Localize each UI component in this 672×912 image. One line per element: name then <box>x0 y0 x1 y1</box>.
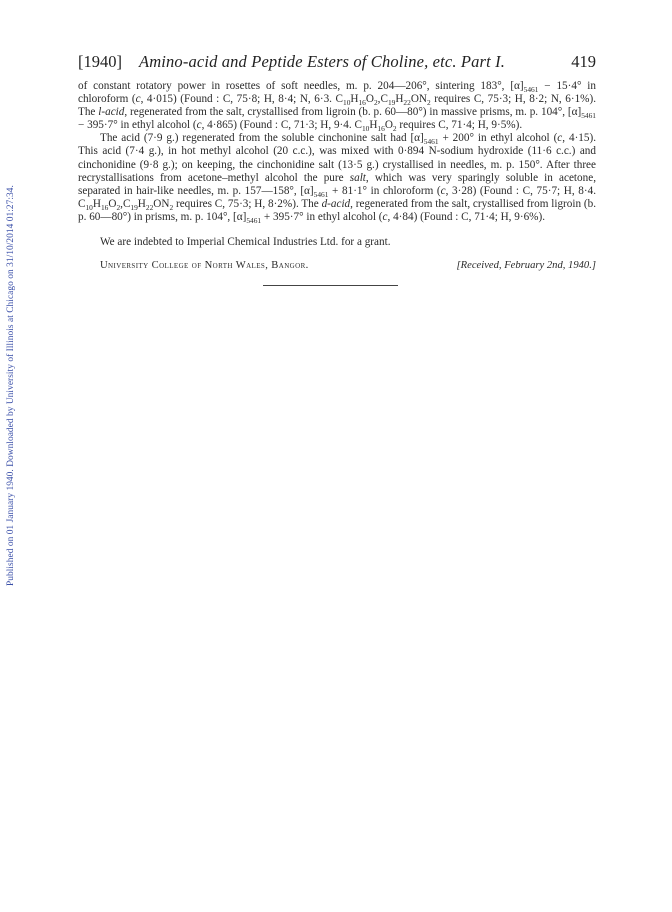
text-run: , 4·865) (Found : C, 71·3; H, 9·4. C <box>201 119 362 132</box>
paragraph <box>78 80 596 132</box>
text-run: + 81·1° in chloroform ( <box>328 184 441 197</box>
text-run: ,C <box>377 93 388 106</box>
text-run: , which was very sparingly soluble in acetone, separated in hair-like needles, m. p. 157—158°, [α] <box>78 171 596 197</box>
subscript: 10 <box>343 98 351 108</box>
italic-text: c <box>135 93 141 106</box>
subscript: 16 <box>358 98 366 108</box>
subscript: 5461 <box>581 111 596 121</box>
text-run: H <box>350 93 359 106</box>
italic-text: l-acid <box>98 106 125 119</box>
subscript: 2 <box>426 98 431 108</box>
text-run: ON <box>410 93 427 106</box>
running-title: Amino-acid and Peptide Esters of Choline, etc. Part I. <box>139 52 505 71</box>
text-run: − 15·4° in chloroform ( <box>78 80 596 106</box>
text-run: H <box>137 197 146 210</box>
running-head <box>78 52 596 80</box>
text-run: ,C <box>120 197 131 210</box>
subscript: 22 <box>403 98 411 108</box>
journal-page <box>78 52 596 286</box>
text-run: H <box>92 197 101 210</box>
text-run: requires C, 75·3; H, 8·2; N, 6·1%). The <box>78 93 596 119</box>
text-run: H <box>395 93 404 106</box>
body-text <box>78 80 596 224</box>
text-run: + 200° in ethyl alcohol ( <box>438 132 558 145</box>
text-run: , 4·015) (Found : C, 75·8; H, 8·4; N, 6·3. C <box>140 93 343 106</box>
italic-text: c <box>382 210 388 223</box>
institution: University College of North Wales, Bangor. <box>100 260 309 272</box>
text-run: of constant rotatory power in rosettes of soft needles, m. p. 204—206°, sintering 183°, [α] <box>78 80 524 92</box>
acknowledgement: We are indebted to Imperial Chemical Industries Ltd. for a grant. <box>100 236 391 249</box>
page-number: 419 <box>571 52 596 71</box>
text-run: The acid (7·9 g.) regenerated from the soluble cinchonine salt had [α] <box>100 132 424 145</box>
subscript: 2 <box>392 124 397 134</box>
text-run: H <box>369 119 378 132</box>
text-run: ON <box>153 197 170 210</box>
italic-text: salt <box>349 171 366 184</box>
italic-text: d-acid <box>321 197 351 210</box>
text-run: , regenerated from the salt, crystallised from ligroin (b. p. 60—80°) in massive prisms, m. p. 104°, [α] <box>124 106 582 119</box>
journal-year: [1940] <box>78 52 122 71</box>
text-run: O <box>384 119 393 132</box>
subscript: 10 <box>361 124 370 134</box>
download-watermark <box>2 96 22 586</box>
subscript: 5461 <box>313 189 329 199</box>
italic-text: c <box>440 184 446 197</box>
text-run: requires C, 75·3; H, 8·2%). The <box>173 197 322 210</box>
italic-text: c <box>557 132 563 145</box>
subscript: 19 <box>130 203 138 213</box>
text-run: − 395·7° in ethyl alcohol ( <box>78 119 197 132</box>
subscript: 19 <box>387 98 396 108</box>
subscript: 16 <box>377 124 385 134</box>
subscript: 2 <box>116 203 121 213</box>
text-run: requires C, 71·4; H, 9·5%). <box>396 119 523 132</box>
received-date: [Received, February 2nd, 1940.] <box>456 260 596 272</box>
subscript: 5461 <box>423 137 439 147</box>
italic-text: c <box>196 119 202 132</box>
text-run: O <box>108 197 117 210</box>
text-run: , regenerated from the salt, crystallised from ligroin (b. p. 60—80°) in prisms, m. p. 104°, [α] <box>78 197 596 223</box>
subscript: 10 <box>85 203 93 213</box>
text-run: , 3·28) (Found : C, 75·7; H, 8·4. C <box>78 184 597 210</box>
text-run: , 4·84) (Found : C, 71·4; H, 9·6%). <box>387 210 546 223</box>
end-rule <box>263 285 398 286</box>
subscript: 2 <box>169 203 174 213</box>
subscript: 5461 <box>523 85 539 95</box>
paragraph <box>78 132 596 224</box>
subscript: 5461 <box>246 216 262 226</box>
subscript: 16 <box>100 203 109 213</box>
text-run: + 395·7° in ethyl alcohol ( <box>261 210 383 223</box>
text-run: , 4·15). This acid (7·4 g.), in hot methyl alcohol (20 c.c.), was mixed with 0·894 N-sodium hydroxide (11·6 c.c.) and cinchonidine (9·8 g.); on keeping, the cinchonidine salt (13·5 g.) crystallised in needles, m. p. 150°. After three recrystallisations from acetone–methyl alcohol the pure <box>78 132 597 184</box>
text-run: O <box>365 93 374 106</box>
affiliation-line <box>78 260 596 271</box>
subscript: 22 <box>145 203 154 213</box>
subscript: 2 <box>373 98 378 108</box>
download-notice-text: Published on 01 January 1940. Downloaded by University of Illinois at Chicago on 31/10/2014 01:27:34. <box>6 185 16 586</box>
